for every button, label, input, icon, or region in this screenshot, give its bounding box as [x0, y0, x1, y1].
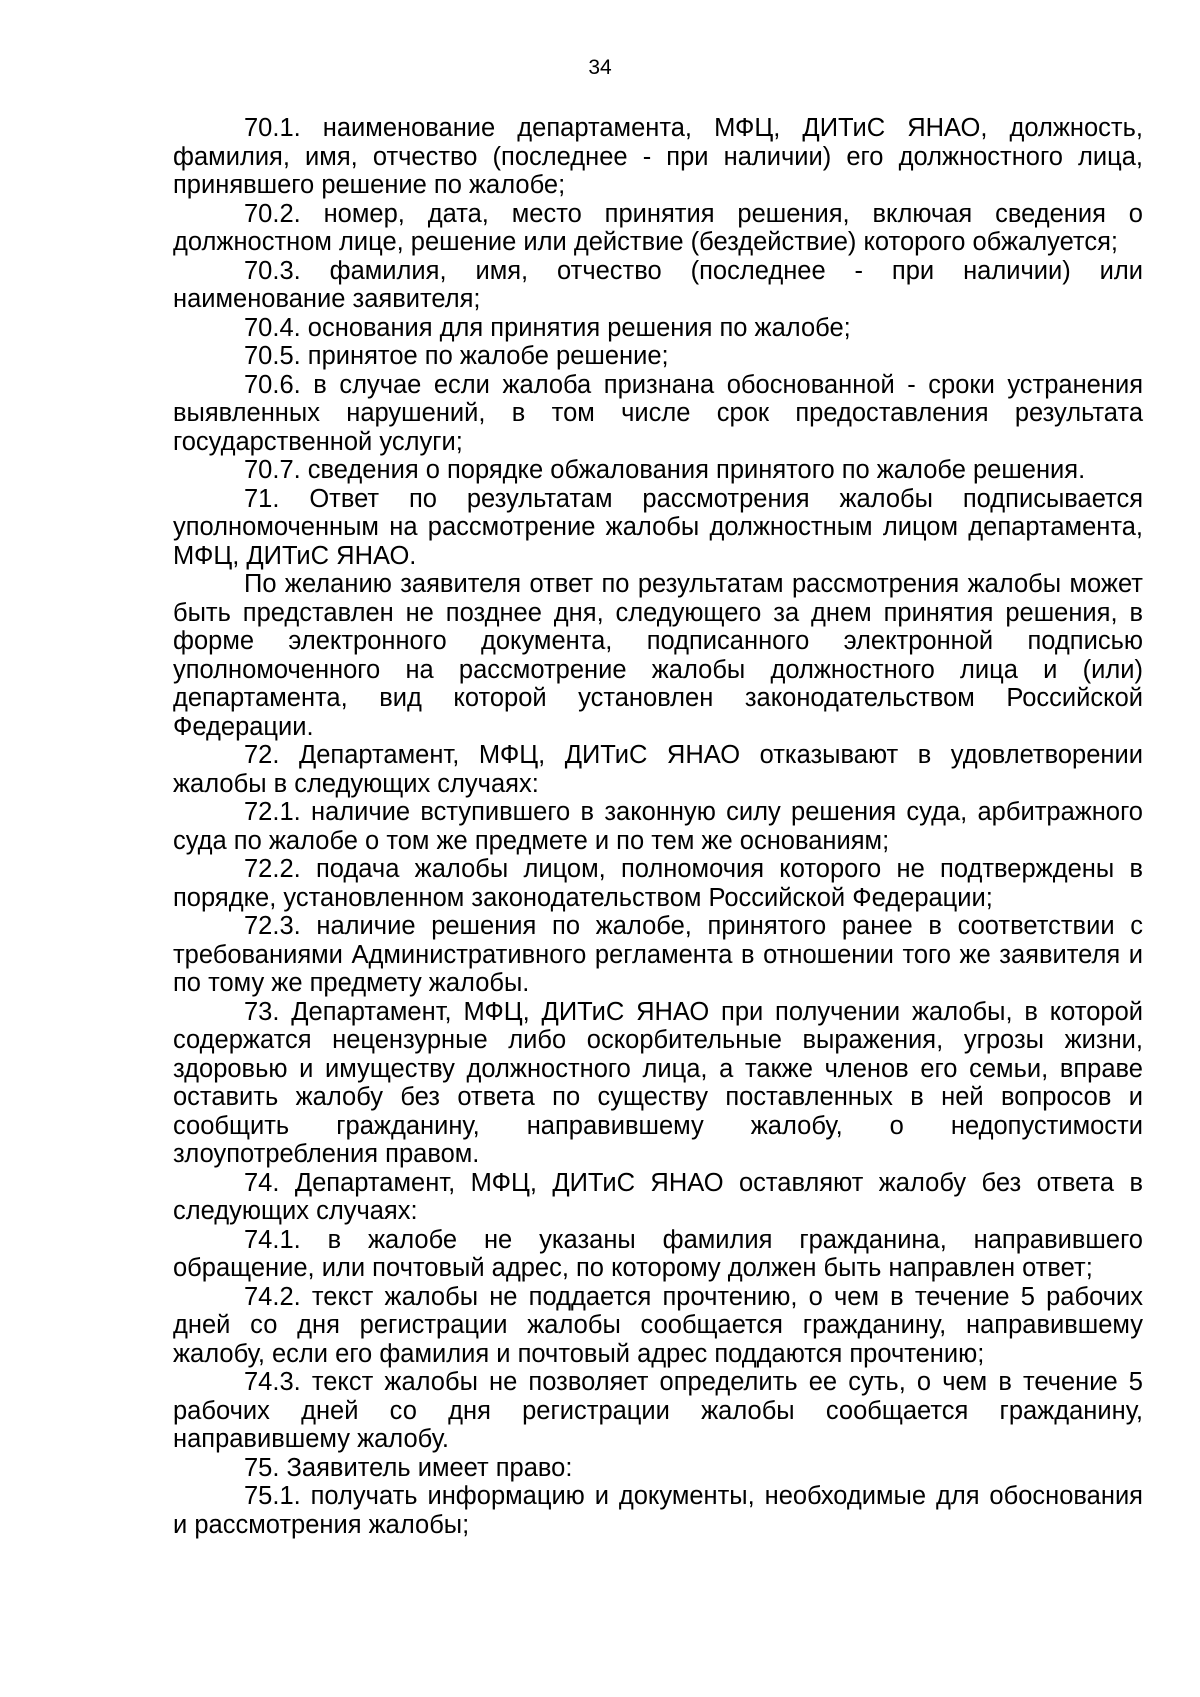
paragraph-70-6: 70.6. в случае если жалоба признана обоснованной - сроки устранения выявленных нарушений, в том числе срок предоставления результата государственной услуги; [173, 370, 1143, 456]
paragraph-73: 73. Департамент, МФЦ, ДИТиС ЯНАО при получении жалобы, в которой содержатся нецензурные либо оскорбительные выражения, угрозы жизни, здоровью и имуществу должностного лица, а также членов его семьи, вправе оставить жалобу без ответа по существу поставленных в ней вопросов и сообщить гражданину, направившему жалобу, о недопустимости злоупотребления правом. [173, 997, 1143, 1168]
paragraph-72: 72. Департамент, МФЦ, ДИТиС ЯНАО отказывают в удовлетворении жалобы в следующих случаях: [173, 741, 1143, 798]
paragraph-70-3: 70.3. фамилия, имя, отчество (последнее - при наличии) или наименование заявителя; [173, 256, 1143, 313]
paragraph-70-1: 70.1. наименование департамента, МФЦ, ДИТиС ЯНАО, должность, фамилия, имя, отчество (последнее - при наличии) его должностного лица, принявшего решение по жалобе; [173, 114, 1143, 199]
paragraph-74: 74. Департамент, МФЦ, ДИТиС ЯНАО оставляют жалобу без ответа в следующих случаях: [173, 1168, 1143, 1225]
paragraph-71: 71. Ответ по результатам рассмотрения жалобы подписывается уполномоченным на рассмотрение жалобы должностным лицом департамента, МФЦ, ДИТиС ЯНАО. [173, 484, 1143, 570]
paragraph-75: 75. Заявитель имеет право: [244, 1453, 573, 1482]
paragraph-74-2: 74.2. текст жалобы не поддается прочтению, о чем в течение 5 рабочих дней со дня регистрации жалобы сообщается гражданину, направившему жалобу, если его фамилия и почтовый адрес поддаются прочтению; [173, 1282, 1143, 1368]
paragraph-70-2: 70.2. номер, дата, место принятия решения, включая сведения о должностном лице, решение или действие (бездействие) которого обжалуется; [173, 199, 1143, 256]
paragraph-70-7: 70.7. сведения о порядке обжалования принятого по жалобе решения. [244, 456, 1086, 484]
paragraph-72-2: 72.2. подача жалобы лицом, полномочия которого не подтверждены в порядке, установленном законодательством Российской Федерации; [173, 855, 1143, 912]
document-body [173, 114, 1143, 1539]
paragraph-72-3: 72.3. наличие решения по жалобе, принятого ранее в соответствии с требованиями Административного регламента в отношении того же заявителя и по тому же предмету жалобы. [173, 912, 1143, 997]
paragraph-74-3: 74.3. текст жалобы не позволяет определить ее суть, о чем в течение 5 рабочих дней со дня регистрации жалобы сообщается гражданину, направившему жалобу. [173, 1368, 1143, 1453]
paragraph-70-4: 70.4. основания для принятия решения по жалобе; [244, 313, 851, 342]
paragraph-72-1: 72.1. наличие вступившего в законную силу решения суда, арбитражного суда по жалобе о том же предмете и по тем же основаниям; [173, 798, 1143, 855]
page-number: 34 [588, 56, 612, 79]
paragraph-75-1: 75.1. получать информацию и документы, необходимые для обоснования и рассмотрения жалобы; [173, 1482, 1143, 1539]
paragraph-74-1: 74.1. в жалобе не указаны фамилия гражданина, направившего обращение, или почтовый адрес, по которому должен быть направлен ответ; [173, 1225, 1143, 1282]
paragraph-70-5: 70.5. принятое по жалобе решение; [244, 342, 669, 370]
paragraph-71-electronic-answer: По желанию заявителя ответ по результатам рассмотрения жалобы может быть представлен не позднее дня, следующего за днем принятия решения, в форме электронного документа, подписанного электронной подписью уполномоченного на рассмотрение жалобы должностного лица и (или) департамента, вид которой установлен законодательством Российской Федерации. [173, 570, 1143, 741]
